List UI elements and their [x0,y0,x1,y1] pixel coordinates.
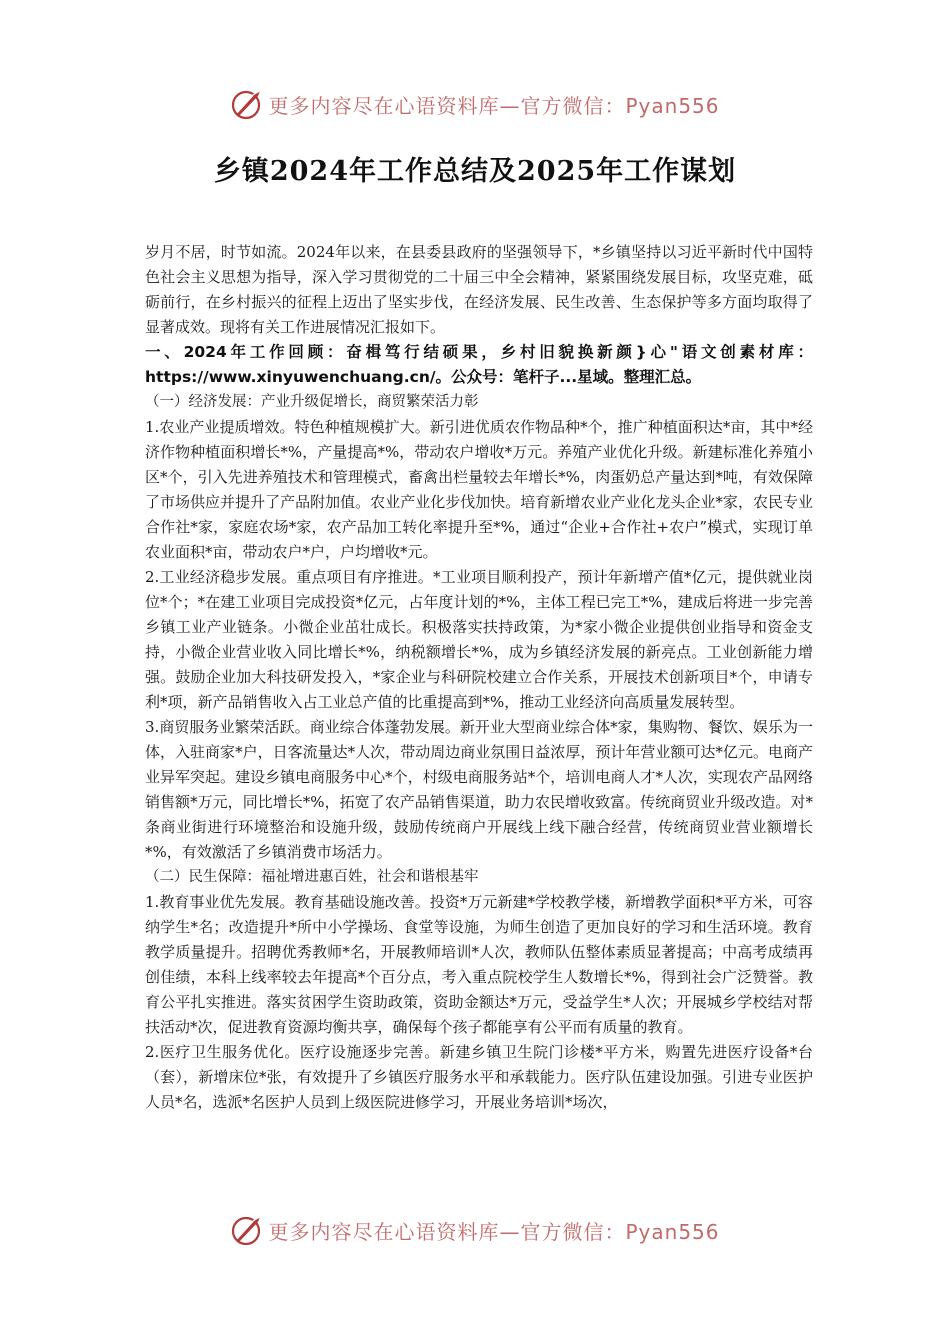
intro-paragraph: 岁月不居，时节如流。2024年以来，在县委县政府的坚强领导下，*乡镇坚持以习近平新时代中国特色社会主义思想为指导，深入学习贯彻党的二十届三中全会精神，紧紧围绕发展目标，攻坚克难，砥砺前行，在乡村振兴的征程上迈出了坚实步伐，在经济发展、民生改善、生态保护等多方面均取得了显著成效。现将有关工作进展情况汇报如下。 [145,243,813,336]
paragraph-industry: 2.工业经济稳步发展。重点项目有序推进。*工业项目顺利投产，预计年新增产值*亿元，提供就业岗位*个；*在建工业项目完成投资*亿元，占年度计划的*%，主体工程已完工*%，建成后将进一步完善乡镇工业产业链条。小微企业茁壮成长。积极落实扶持政策，为*家小微企业提供创业指导和资金支持，小微企业营业收入同比增长*%，纳税额增长*%，成为乡镇经济发展的新亮点。工业创新能力增强。鼓励企业加大科技研发投入，*家企业与科研院校建立合作关系，开展技术创新项目*个，申请专利*项，新产品销售收入占工业总产值的比重提高到*%，推动工业经济向高质量发展转型。 [145,568,813,711]
watermark-banner-bottom [0,1210,950,1250]
watermark-text: 更多内容尽在心语资料库—官方微信：Pyan556 [268,1219,720,1244]
paragraph-commerce: 3.商贸服务业繁荣活跃。商业综合体蓬勃发展。新开业大型商业综合体*家，集购物、餐饮、娱乐为一体，入驻商家*户，日客流量达*人次，带动周边商业氛围日益浓厚，预计年营业额可达*亿元。电商产业异军突起。建设乡镇电商服务中心*个，村级电商服务站*个，培训电商人才*人次，实现农产品网络销售额*万元，同比增长*%，拓宽了农产品销售渠道，助力农民增收致富。传统商贸业升级改造。对*条商业街进行环境整治和设施升级，鼓励传统商户开展线上线下融合经营，传统商贸业营业额增长*%，有效激活了乡镇消费市场活力。 [145,718,813,861]
paragraph-education: 1.教育事业优先发展。教育基础设施改善。投资*万元新建*学校教学楼，新增教学面积*平方米，可容纳学生*名；改造提升*所中小学操场、食堂等设施，为师生创造了更加良好的学习和生活环境。教育教学质量提升。招聘优秀教师*名，开展教师培训*人次，教师队伍整体素质显著提高；中高考成绩再创佳绩，本科上线率较去年提高*个百分点，考入重点院校学生人数增长*%，得到社会广泛赞誉。教育公平扎实推进。落实贫困学生资助政策，资助金额达*万元，受益学生*人次；开展城乡学校结对帮扶活动*次，促进教育资源均衡共享，确保每个孩子都能享有公平而有质量的教育。 [145,893,813,1036]
document-body [145,240,813,1115]
section-heading-1: 一、2024年工作回顾：奋楫笃行结硕果，乡村旧貌换新颜}心"语文创素材库：https://www.xinyuwenchuang.cn/。公众号：笔杆子...星域。整理汇总。 [145,343,813,386]
watermark-banner-top [0,84,950,124]
quill-logo-icon [230,87,264,121]
watermark-text: 更多内容尽在心语资料库—官方微信：Pyan556 [268,93,720,118]
paragraph-healthcare: 2.医疗卫生服务优化。医疗设施逐步完善。新建乡镇卫生院门诊楼*平方米，购置先进医疗设备*台（套），新增床位*张，有效提升了乡镇医疗服务水平和承载能力。医疗队伍建设加强。引进专业医护人员*名，选派*名医护人员到上级医院进修学习，开展业务培训*场次， [145,1043,813,1111]
page-title: 乡镇2024年工作总结及2025年工作谋划 [213,156,737,187]
subsection-heading-livelihood: （二）民生保障：福祉增进惠百姓，社会和谐根基牢 [145,869,479,885]
subsection-heading-economy: （一）经济发展：产业升级促增长，商贸繁荣活力彰 [145,394,479,410]
paragraph-agriculture: 1.农业产业提质增效。特色种植规模扩大。新引进优质农作物品种*个，推广种植面积达*亩，其中*经济作物种植面积增长*%，产量提高*%，带动农户增收*万元。养殖产业优化升级。新建标准化养殖小区*个，引入先进养殖技术和管理模式，畜禽出栏量较去年增长*%，肉蛋奶总产量达到*吨，有效保障了市场供应并提升了产品附加值。农业产业化步伐加快。培育新增农业产业化龙头企业*家，农民专业合作社*家，家庭农场*家，农产品加工转化率提升至*%，通过“企业+合作社+农户”模式，实现订单农业面积*亩，带动农户*户，户均增收*元。 [145,418,813,561]
quill-logo-icon [230,1213,264,1247]
